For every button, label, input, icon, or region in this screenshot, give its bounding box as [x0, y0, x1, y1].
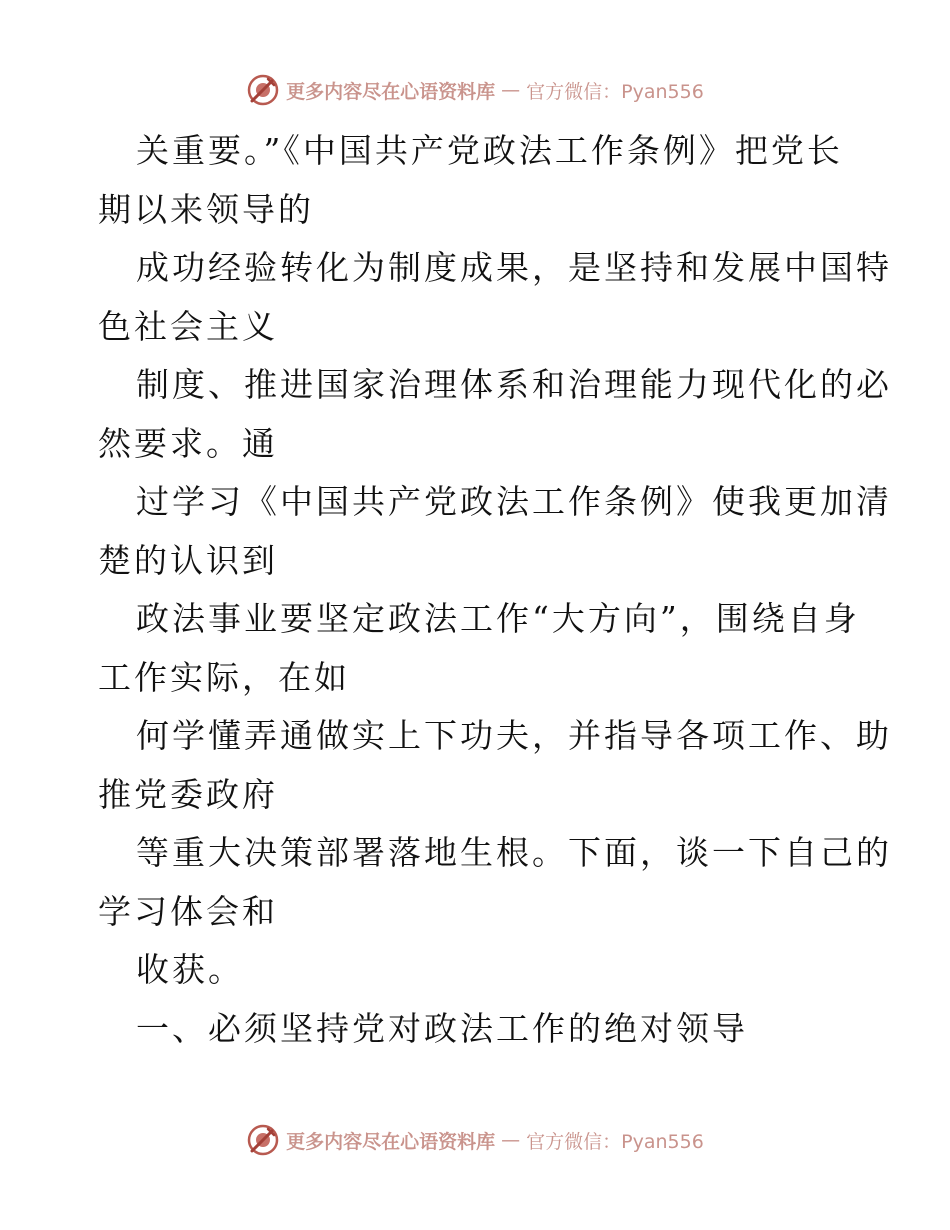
text-line: 工作实际，在如	[98, 657, 350, 697]
logo-icon	[246, 73, 280, 107]
text-line: 推党委政府	[98, 774, 278, 814]
section-heading: 一、必须坚持党对政法工作的绝对领导	[136, 1008, 748, 1048]
watermark-text: 更多内容尽在心语资料库	[286, 80, 496, 103]
text-line: 关重要。”《中国共产党政法工作条例》把党长	[136, 131, 843, 170]
logo-icon	[246, 1123, 280, 1157]
text-line: 期以来领导的	[98, 189, 314, 229]
text-line: 然要求。通	[98, 423, 278, 463]
text-line: 何学懂弄通做实上下功夫，并指导各项工作、助	[136, 716, 892, 755]
header-watermark	[0, 70, 950, 110]
watermark-contact: 官方微信：Pyan556	[526, 80, 704, 103]
text-line: 制度、推进国家治理体系和治理能力现代化的必	[136, 365, 892, 404]
watermark-contact: 官方微信：Pyan556	[526, 1130, 704, 1153]
text-line: 过学习《中国共产党政法工作条例》使我更加清	[136, 482, 892, 521]
text-line: 政法事业要坚定政法工作“大方向”，围绕自身	[136, 599, 860, 638]
watermark-text: 更多内容尽在心语资料库	[286, 1130, 496, 1153]
watermark-dash: —	[501, 1129, 521, 1151]
text-line: 等重大决策部署落地生根。下面，谈一下自己的	[136, 833, 892, 872]
text-line: 成功经验转化为制度成果，是坚持和发展中国特	[136, 248, 892, 287]
watermark-dash: —	[501, 79, 521, 101]
document-body	[98, 122, 892, 1058]
text-line: 楚的认识到	[98, 540, 278, 580]
text-line: 色社会主义	[98, 306, 278, 346]
text-line: 学习体会和	[98, 891, 278, 931]
footer-watermark	[0, 1120, 950, 1160]
text-line: 收获。	[136, 950, 244, 989]
